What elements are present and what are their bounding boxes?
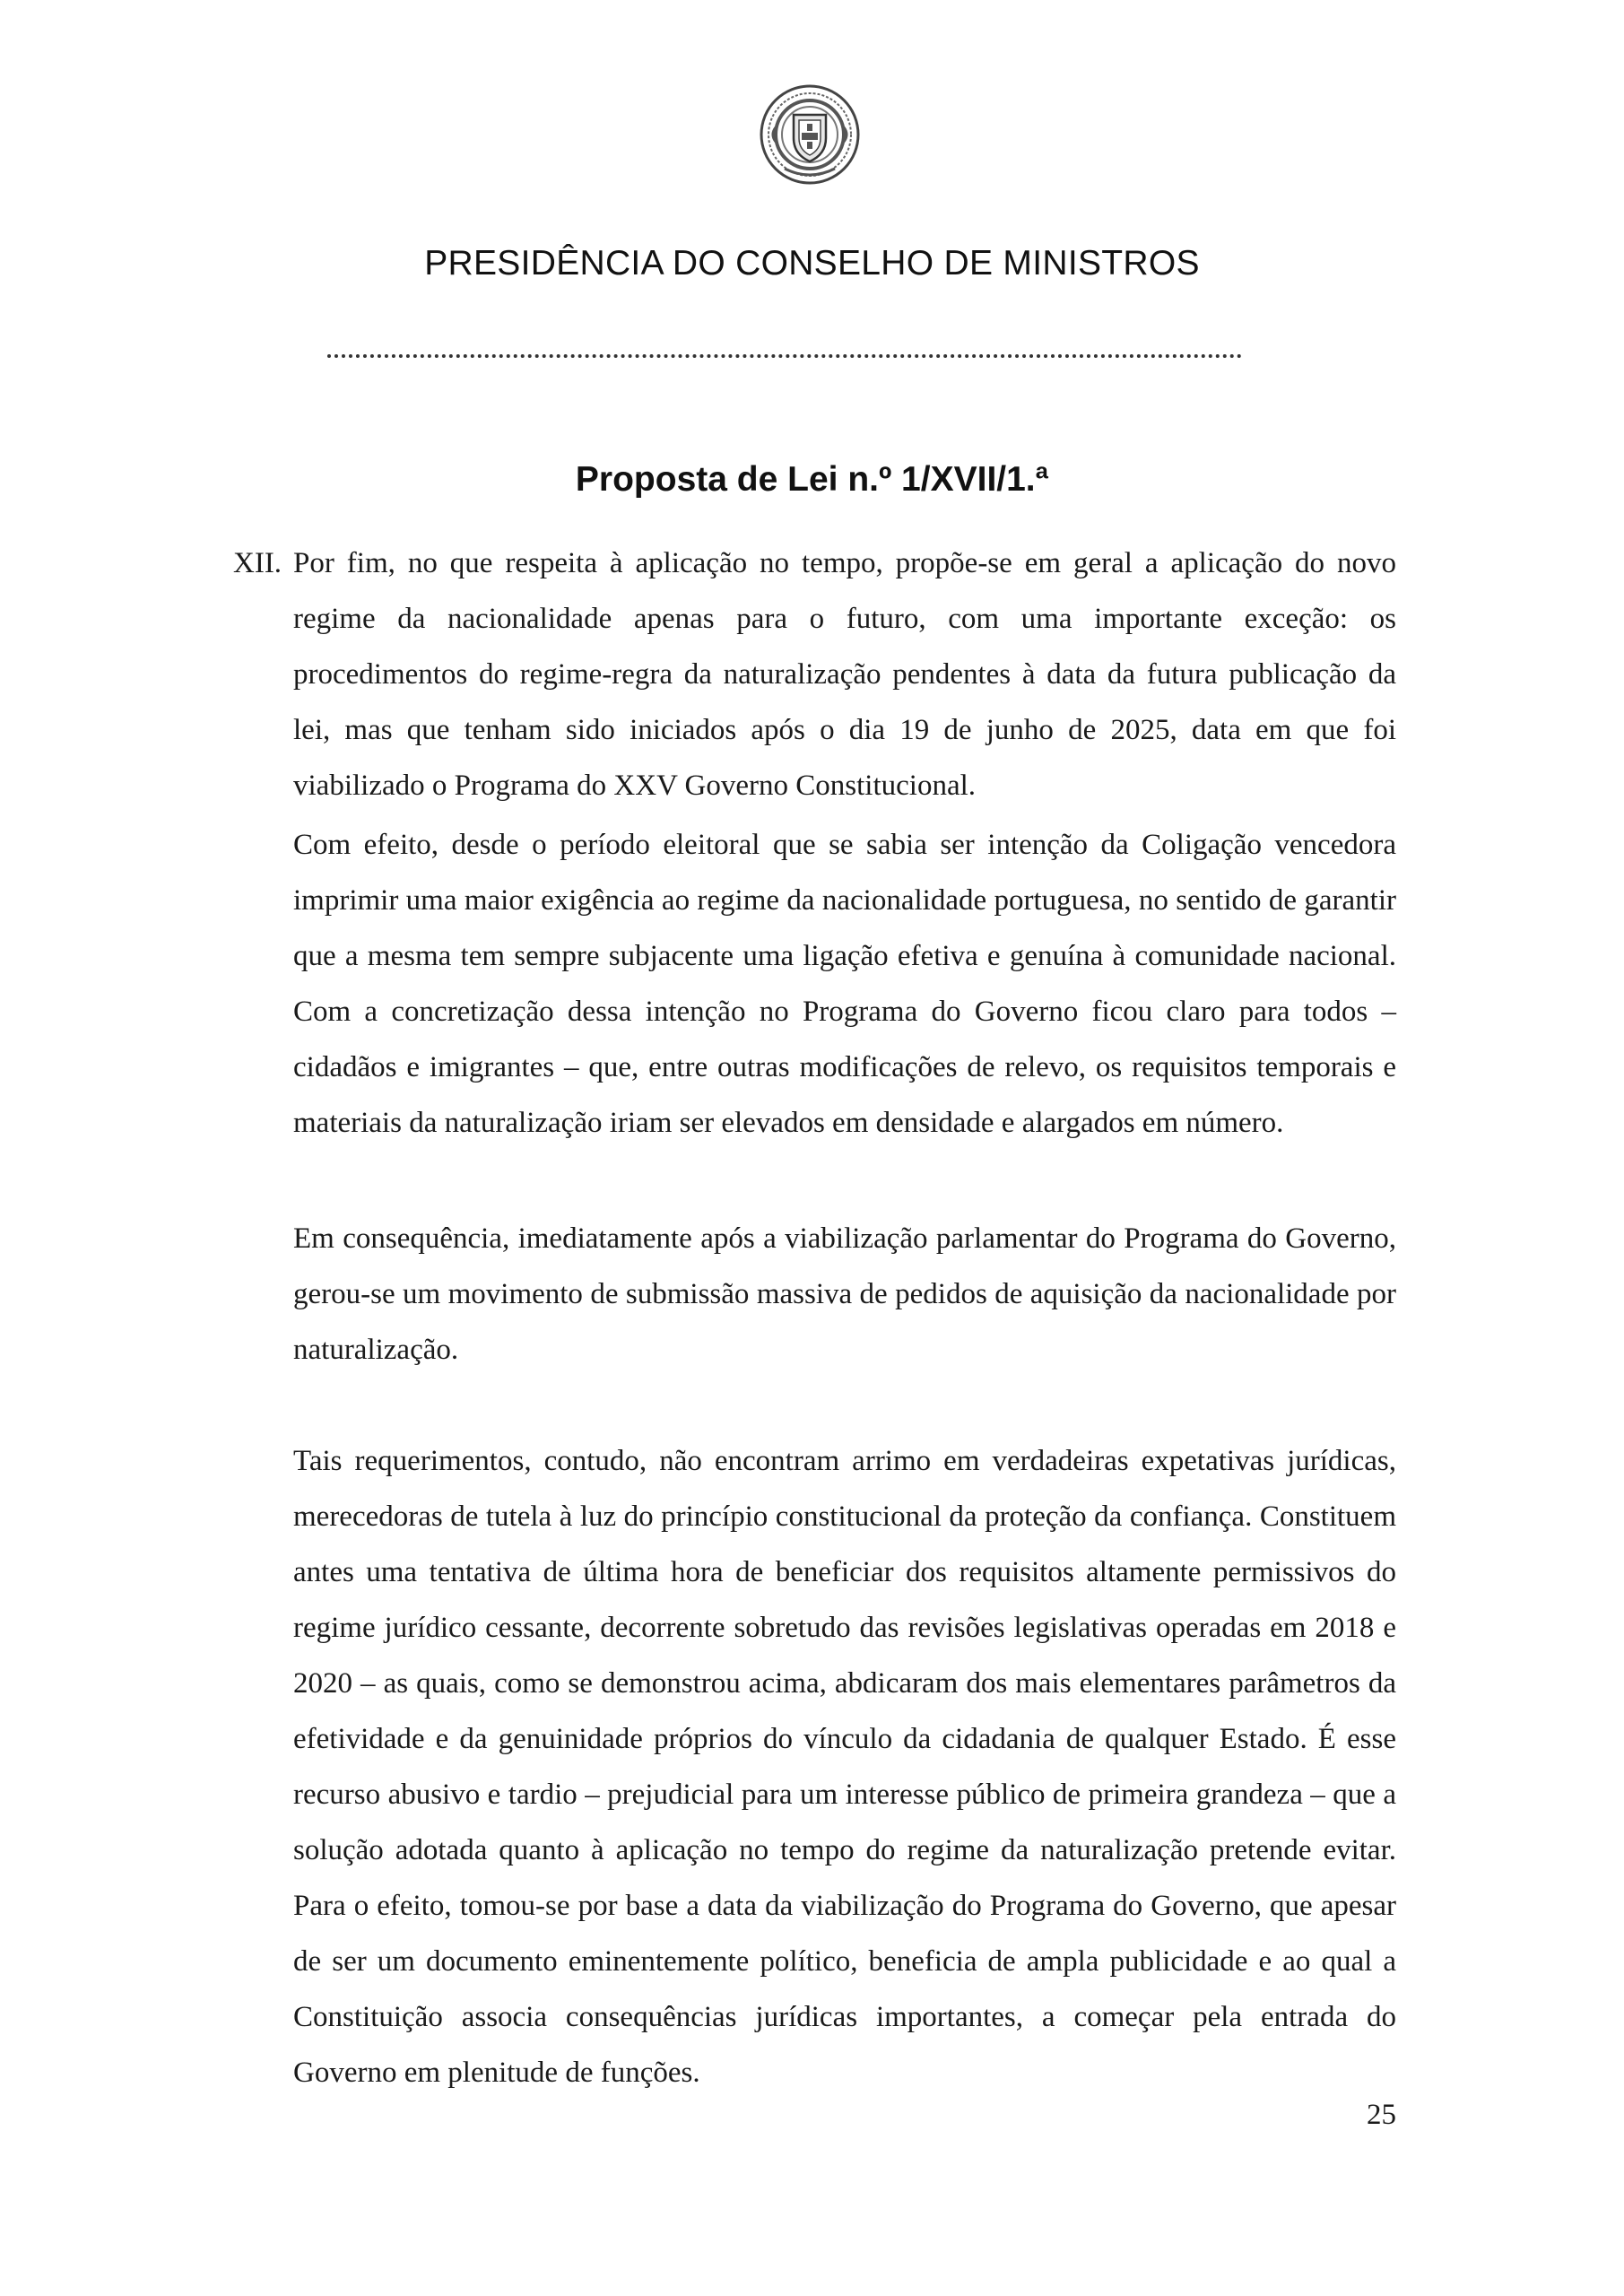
paragraph: Com efeito, desde o período eleitoral que se sabia ser intenção da Coligação vencedora imprimir uma maior exigência ao regime da nacionalidade portuguesa, no sentido de garantir que a mesma tem sempre subjacente uma ligação efetiva e genuína à comunidade nacional. Com a concretização dessa intenção no Programa do Governo ficou claro para todos – cidadãos e imigrantes – que, entre outras modificações de relevo, os requisitos temporais e materiais da naturalização iriam ser elevados em densidade e alargados em número. bbox=[293, 829, 1396, 1139]
page-number: 25 bbox=[1367, 2099, 1396, 2131]
paragraph: Em consequência, imediatamente após a viabilização parlamentar do Programa do Governo, gerou-se um movimento de submissão massiva de pedidos de aquisição da nacionalidade por naturalização. bbox=[293, 1222, 1396, 1366]
item-text: Por fim, no que respeita à aplicação no tempo, propõe-se em geral a aplicação do novo regime da nacionalidade apenas para o futuro, com uma importante exceção: os procedimentos do regime-regra da naturalização pendentes à data da futura publicação da lei, mas que tenham sido iniciados após o dia 19 de junho de 2025, data em que foi viabilizado o Programa do XXV Governo Constitucional. bbox=[293, 547, 1396, 802]
portuguese-coat-of-arms-icon bbox=[758, 83, 862, 187]
ministry-header: PRESIDÊNCIA DO CONSELHO DE MINISTROS bbox=[424, 244, 1200, 283]
item-number: XII. bbox=[233, 547, 282, 579]
document-title: Proposta de Lei n.º 1/XVII/1.ª bbox=[575, 460, 1049, 499]
numbered-item bbox=[233, 535, 1396, 813]
paragraph: Tais requerimentos, contudo, não encontram arrimo em verdadeiras expetativas jurídicas, merecedoras de tutela à luz do princípio constitucional da proteção da confiança. Constituem antes uma tentativa de última hora de beneficiar dos requisitos altamente permissivos do regime jurídico cessante, decorrente sobretudo das revisões legislativas operadas em 2018 e 2020 – as quais, como se demonstrou acima, abdicaram dos mais elementares parâmetros da efetividade e da genuinidade próprios do vínculo da cidadania de qualquer Estado. É esse recurso abusivo e tardio – prejudicial para um interesse público de primeira grandeza – que a solução adotada quanto à aplicação no tempo do regime da naturalização pretende evitar. Para o efeito, tomou-se por base a data da viabilização do Programa do Governo, que apesar de ser um documento eminentemente político, beneficia de ampla publicidade e ao qual a Constituição associa consequências jurídicas importantes, a começar pela entrada do Governo em plenitude de funções. bbox=[293, 1445, 1396, 2089]
header-dotted-separator bbox=[327, 354, 1242, 358]
